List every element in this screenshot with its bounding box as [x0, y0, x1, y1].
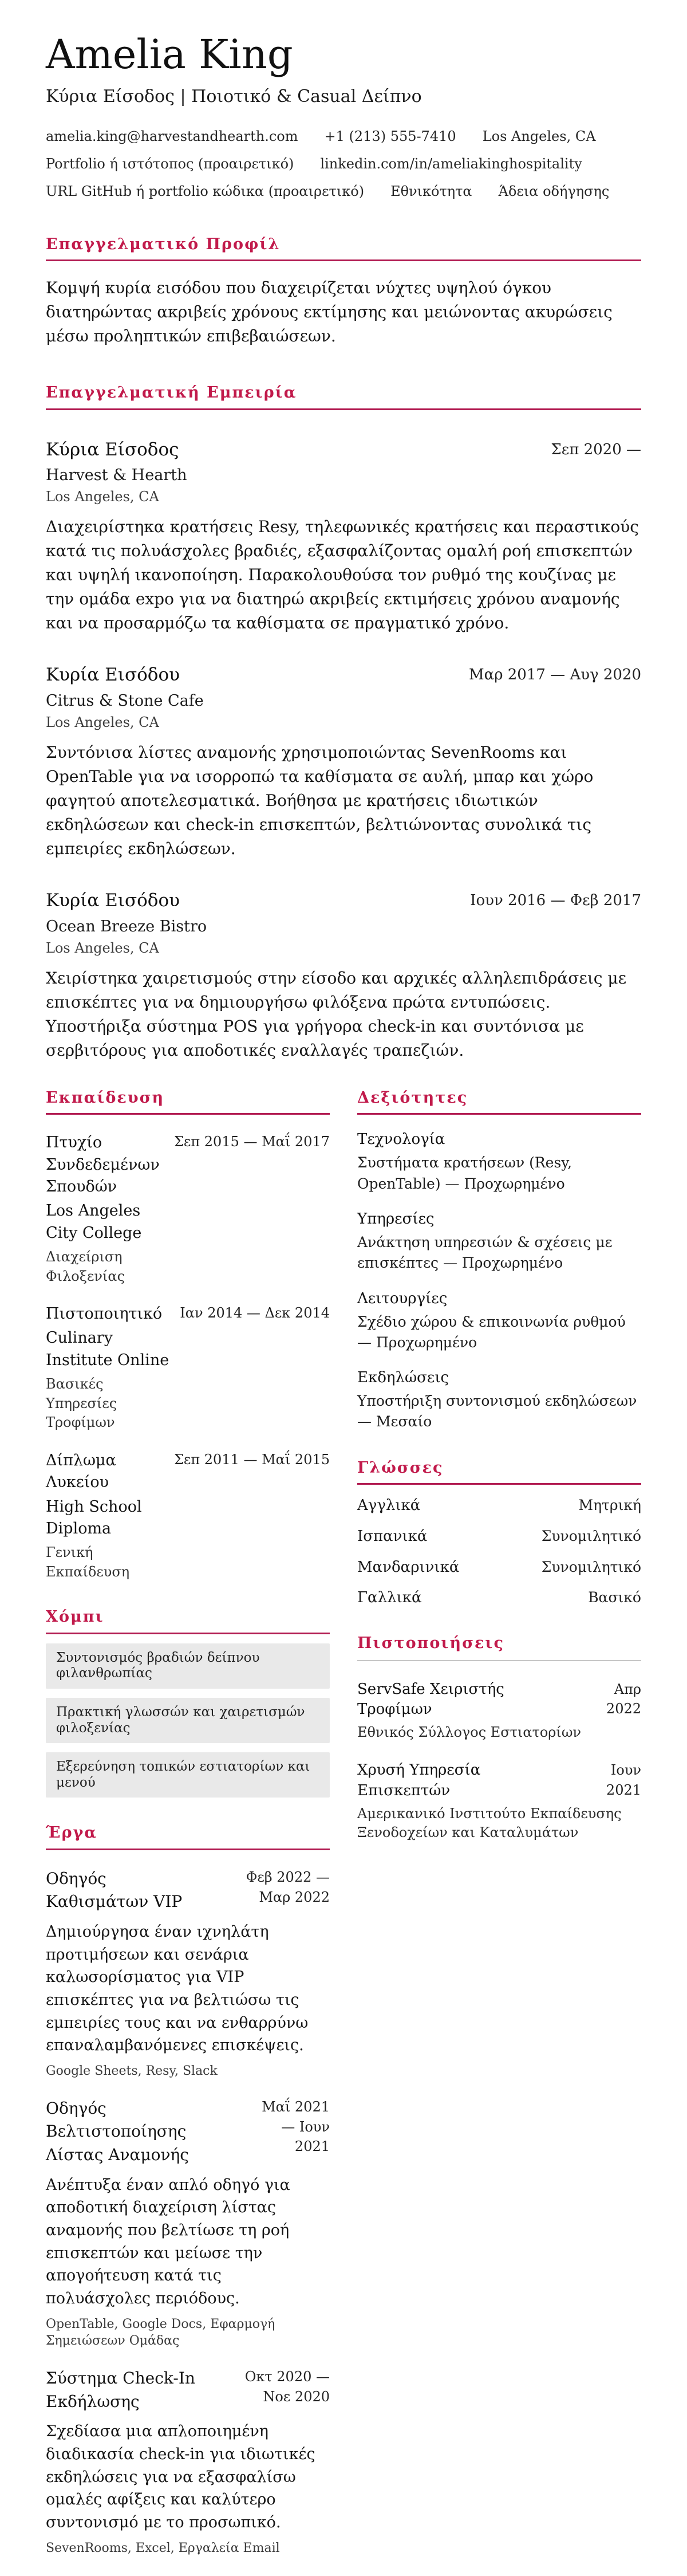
education-entry	[46, 1450, 330, 1582]
language-level: Μητρική	[578, 1497, 641, 1514]
job-company: Ocean Breeze Bistro	[46, 917, 207, 935]
language-row	[357, 1496, 641, 1516]
section-rule	[357, 1113, 641, 1115]
certifications-heading: Πιστοποιήσεις	[357, 1634, 504, 1653]
section-rule	[357, 1483, 641, 1485]
skill-category: Λειτουργίες	[357, 1289, 448, 1307]
project-tools: OpenTable, Google Docs, Εφαρμογή Σημειώσεων Ομάδας	[46, 2317, 275, 2349]
education-entry	[46, 1303, 330, 1433]
job-location: Los Angeles, CA	[46, 489, 159, 505]
contact-block	[46, 128, 641, 200]
project-title: Οδηγός Βελτιστοποίησης Λίστας Αναμονής	[46, 2098, 189, 2164]
left-column	[46, 1089, 330, 2557]
school: Culinary Institute Online	[46, 1329, 169, 1369]
experience-heading: Επαγγελματική Εμπειρία	[46, 384, 297, 402]
profile-text: Κομψή κυρία εισόδου που διαχειρίζεται νύχτες υψηλού όγκου διατηρώντας ακριβείς χρόνους εκτίμησης και μειώνοντας ακυρώσεις μέσω προληπτικών επιβεβαιώσεων.	[46, 278, 613, 346]
education-dates: Σεπ 2011 — Μαΐ 2015	[173, 1451, 330, 1468]
degree: Πτυχίο Συνδεδεμένων Σπουδών	[46, 1134, 160, 1195]
certification-header	[357, 1760, 641, 1800]
projects-heading: Έργα	[46, 1824, 98, 1842]
project-dates: Μαΐ 2021 — Ιουν 2021	[262, 2098, 330, 2155]
hobby-tag: Πρακτική γλωσσών και χαιρετισμών φιλοξενίας	[46, 1698, 330, 1743]
field-of-study: Γενική Εκπαίδευση	[46, 1544, 130, 1580]
field-of-study: Βασικές Υπηρεσίες Τροφίμων	[46, 1376, 117, 1431]
skills-heading: Δεξιότητες	[357, 1088, 468, 1107]
job-dates: Μαρ 2017 — Αυγ 2020	[469, 666, 641, 684]
section-rule-gray	[357, 1660, 641, 1661]
language-name: Γαλλικά	[357, 1589, 422, 1607]
job-dates: Σεπ 2020 —	[551, 441, 641, 458]
certification-entry	[357, 1680, 641, 1743]
school: High School Diploma	[46, 1497, 142, 1537]
education-entry-main	[46, 1132, 164, 1286]
job-description: Συντόνισα λίστες αναμονής χρησιμοποιώντας SevenRooms και OpenTable για να ισορροπώ τα καθίσματα σε αυλή, μπαρ και χώρο φαγητού αποτελεσματικά. Βοήθησα με κρατήσεις ιδιωτικών εκδηλώσεων και check-in επισκεπτών, βελτιώνοντας συνολικά τις εμπειρίες εκδηλώσεων.	[46, 743, 594, 859]
degree: Πιστοποιητικό	[46, 1305, 163, 1323]
job-header	[46, 664, 641, 686]
hobby-tag: Εξερεύνηση τοπικών εστιατορίων και μενού	[46, 1752, 330, 1798]
job-location: Los Angeles, CA	[46, 939, 159, 956]
job-dates: Ιουν 2016 — Φεβ 2017	[470, 892, 641, 910]
project-title: Σύστημα Check-In Εκδήλωσης	[46, 2369, 195, 2411]
skill-entry	[357, 1368, 641, 1433]
project-entry	[46, 1867, 330, 2080]
person-subtitle: Κύρια Είσοδος | Ποιοτικό & Casual Δείπνο	[46, 86, 422, 107]
certification-dates: Απρ 2022	[606, 1681, 641, 1717]
certification-entry	[357, 1760, 641, 1842]
certification-issuer: Εθνικός Σύλλογος Εστιατορίων	[357, 1724, 581, 1740]
hobbies-section	[46, 1608, 330, 1798]
school: Los Angeles City College	[46, 1202, 142, 1242]
project-header	[46, 2097, 330, 2167]
two-column-area	[46, 1089, 641, 2557]
profile-section	[46, 235, 641, 348]
education-entry-header	[46, 1132, 330, 1286]
section-rule	[46, 1633, 330, 1634]
project-entry	[46, 2097, 330, 2350]
job-header	[46, 890, 641, 912]
language-name: Μανδαρινικά	[357, 1558, 460, 1576]
certification-dates: Ιουν 2021	[606, 1762, 641, 1799]
job-company: Harvest & Hearth	[46, 466, 187, 485]
projects-section	[46, 1824, 330, 2557]
hobbies-heading: Χόμπι	[46, 1608, 104, 1626]
github-text: URL GitHub ή portfolio κώδικα (προαιρετικό)	[46, 183, 365, 199]
skill-entry	[357, 1209, 641, 1274]
driving-license-text: Άδεια οδήγησης	[498, 183, 610, 199]
contact-row	[46, 128, 641, 145]
project-tools: SevenRooms, Excel, Εργαλεία Email	[46, 2540, 280, 2555]
education-entry-header	[46, 1450, 330, 1582]
skill-entry	[357, 1289, 641, 1354]
certification-issuer: Αμερικανικό Ινστιτούτο Εκπαίδευσης Ξενοδοχείων και Καταλυμάτων	[357, 1805, 622, 1841]
field-of-study: Διαχείριση Φιλοξενίας	[46, 1248, 125, 1284]
job-entry	[46, 439, 641, 636]
project-header	[46, 2367, 330, 2413]
certification-name: Χρυσή Υπηρεσία Επισκεπτών	[357, 1761, 481, 1799]
languages-heading: Γλώσσες	[357, 1458, 444, 1477]
contact-row	[46, 183, 641, 200]
education-entry-main	[46, 1450, 164, 1582]
person-name: Amelia King	[46, 31, 293, 78]
job-company: Citrus & Stone Cafe	[46, 692, 204, 710]
job-entry	[46, 890, 641, 1063]
job-title: Κυρία Εισόδου	[46, 890, 180, 911]
job-title: Κύρια Είσοδος	[46, 439, 179, 460]
right-column	[357, 1089, 641, 1843]
hobby-list	[46, 1643, 330, 1798]
language-name: Ισπανικά	[357, 1527, 428, 1545]
education-dates: Ιαν 2014 — Δεκ 2014	[180, 1305, 330, 1322]
job-title: Κυρία Εισόδου	[46, 664, 180, 686]
skill-detail: Ανάκτηση υπηρεσιών & σχέσεις με επισκέπτες — Προχωρημένο	[357, 1234, 613, 1272]
skill-detail: Σχέδιο χώρου & επικοινωνία ρυθμού — Προχωρημένο	[357, 1313, 626, 1351]
section-rule	[46, 408, 641, 410]
project-description: Ανέπτυξα έναν απλό οδηγό για αποδοτική διαχείριση λίστας αναμονής που βελτίωσε τη ροή επισκεπτών και μείωσε την απογοήτευση κατά τις πολυάσχολες περιόδους.	[46, 2176, 290, 2307]
phone-text: +1 (213) 555-7410	[324, 128, 456, 144]
skill-detail: Υποστήριξη συντονισμού εκδηλώσεων — Μεσαίο	[357, 1393, 637, 1430]
education-section	[46, 1089, 330, 1582]
education-dates: Σεπ 2015 — Μαΐ 2017	[173, 1134, 330, 1150]
project-tools: Google Sheets, Resy, Slack	[46, 2064, 218, 2079]
project-description: Σχεδίασα μια απλοποιημένη διαδικασία check-in για ιδιωτικές εκδηλώσεις για να εξασφαλίσω ομαλές αφίξεις και καλύτερο συντονισμό με το προσωπικό.	[46, 2422, 315, 2531]
certification-name: ServSafe Χειριστής Τροφίμων	[357, 1680, 504, 1718]
languages-section	[357, 1459, 641, 1608]
education-entry	[46, 1132, 330, 1286]
language-level: Βασικό	[588, 1589, 641, 1606]
education-entry-main	[46, 1303, 169, 1433]
experience-section	[46, 384, 641, 1063]
job-description: Χειρίστηκα χαιρετισμούς στην είσοδο και αρχικές αλληλεπιδράσεις με επισκέπτες για να δημιουργήσω φιλόξενα πρώτα εντυπώσεις. Υποστήριξα σύστημα POS για γρήγορα check-in και συντόνισα με σερβιτόρους για αποδοτικές εναλλαγές τραπεζιών.	[46, 968, 627, 1060]
location-text: Los Angeles, CA	[482, 128, 596, 144]
section-rule	[46, 1113, 330, 1115]
profile-heading: Επαγγελματικό Προφίλ	[46, 235, 281, 253]
skill-category: Τεχνολογία	[357, 1131, 445, 1149]
skills-section	[357, 1089, 641, 1433]
contact-row	[46, 155, 641, 172]
project-entry	[46, 2367, 330, 2557]
project-header	[46, 1867, 330, 1914]
language-row	[357, 1527, 641, 1547]
degree: Δίπλωμα Λυκείου	[46, 1451, 116, 1492]
project-description: Δημιούργησα έναν ιχνηλάτη προτιμήσεων και σενάρια καλωσορίσματος για VIP επισκέπτες για να βελτιώσω τις εμπειρίες τους και να ενθαρρύνω επαναλαμβανόμενες επισκέψεις.	[46, 1922, 309, 2055]
skill-detail: Συστήματα κρατήσεων (Resy, OpenTable) — Προχωρημένο	[357, 1154, 572, 1192]
portfolio-text: Portfolio ή ιστότοπος (προαιρετικό)	[46, 155, 294, 172]
language-row	[357, 1558, 641, 1578]
skill-category: Εκδηλώσεις	[357, 1369, 449, 1387]
email-text: amelia.king@harvestandhearth.com	[46, 128, 298, 144]
project-title: Οδηγός Καθισμάτων VIP	[46, 1869, 183, 1912]
job-header	[46, 439, 641, 461]
language-level: Συνομιλητικό	[541, 1558, 641, 1575]
certification-header	[357, 1680, 641, 1720]
nationality-text: Εθνικότητα	[390, 183, 472, 199]
job-description: Διαχειρίστηκα κρατήσεις Resy, τηλεφωνικές κρατήσεις και περαστικούς κατά τις πολυάσχολες βραδιές, εξασφαλίζοντας ομαλή ροή επισκεπτών και υψηλή ικανοποίηση. Παρακολουθούσα τον ρυθμό της κουζίνας με την ομάδα expo για να διατηρώ ακριβείς εκτιμήσεις χρόνου αναμονής και να προσαρμόζω τα καθίσματα σε πραγματικό χρόνο.	[46, 517, 639, 633]
education-entry-header	[46, 1303, 330, 1433]
job-entry	[46, 664, 641, 861]
linkedin-text: linkedin.com/in/ameliakinghospitality	[320, 155, 582, 172]
section-rule	[46, 1849, 330, 1850]
hobby-tag: Συντονισμός βραδιών δείπνου φιλανθρωπίας	[46, 1643, 330, 1689]
certifications-section	[357, 1634, 641, 1843]
skill-category: Υπηρεσίες	[357, 1210, 435, 1228]
education-heading: Εκπαίδευση	[46, 1088, 165, 1107]
skill-entry	[357, 1130, 641, 1194]
job-location: Los Angeles, CA	[46, 714, 159, 731]
project-dates: Φεβ 2022 — Μαρ 2022	[246, 1869, 330, 1905]
language-level: Συνομιλητικό	[541, 1527, 641, 1544]
language-name: Αγγλικά	[357, 1497, 421, 1515]
language-row	[357, 1588, 641, 1608]
section-rule	[46, 259, 641, 261]
project-dates: Οκτ 2020 — Νοε 2020	[244, 2369, 330, 2405]
